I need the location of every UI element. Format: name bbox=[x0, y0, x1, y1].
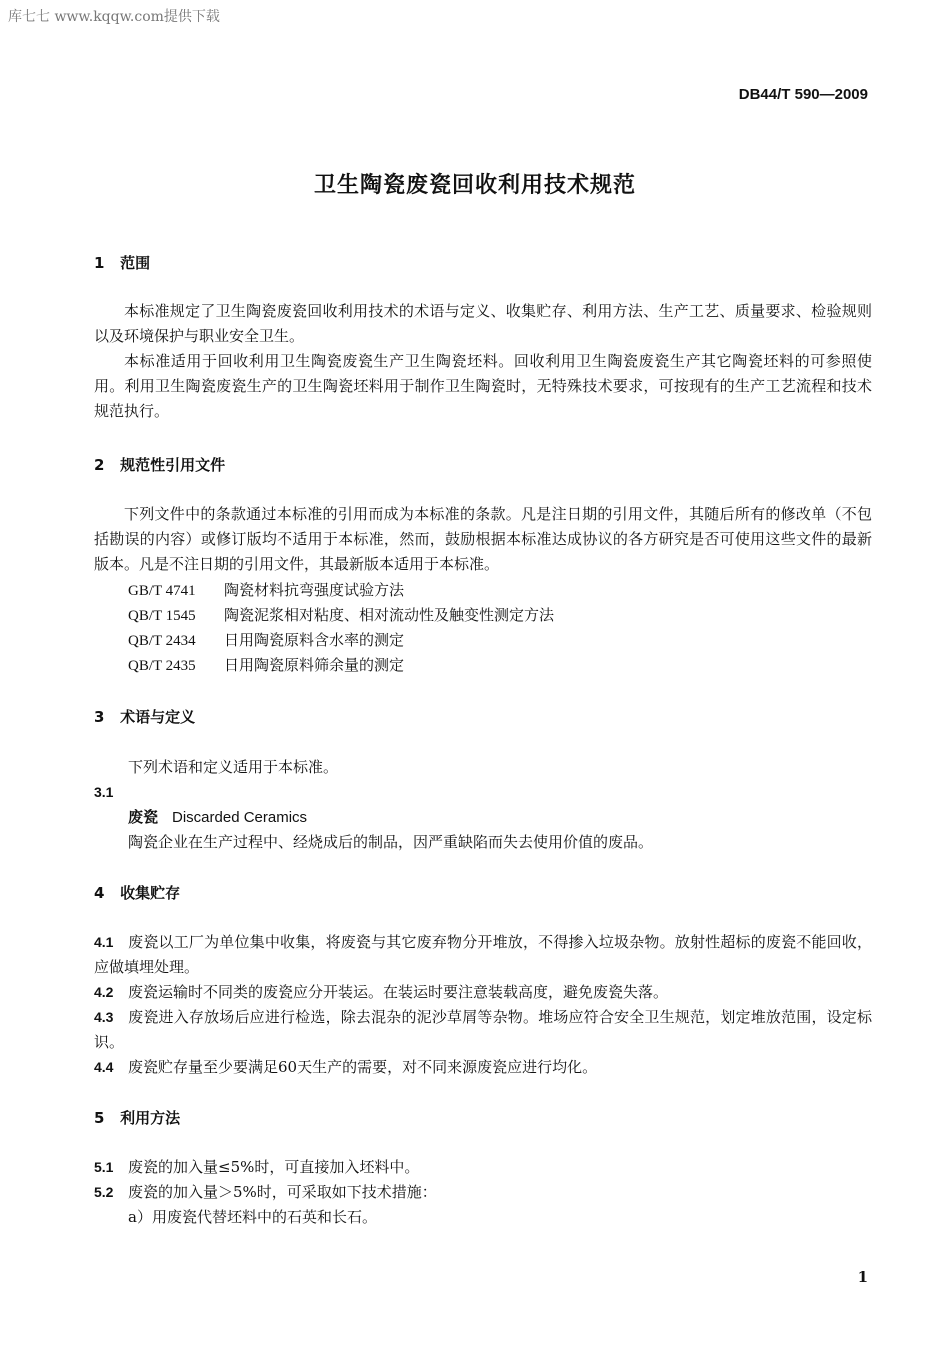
reference-code: QB/T 2435 bbox=[128, 658, 196, 674]
section-2-paragraph: 下列文件中的条款通过本标准的引用而成为本标准的条款。凡是注日期的引用文件，其随后所有的修改单（不包括勘误的内容）或修订版均不适用于本标准，然而，鼓励根据本标准达成协议的各方研究是否可使用这些文件的最新版本。凡是不注日期的引用文件，其最新版本适用于本标准。 bbox=[94, 505, 872, 573]
clause-text: 废瓷的加入量≤5%时，可直接加入坯料中。 bbox=[128, 1158, 420, 1176]
reference-title: 日用陶瓷原料筛余量的测定 bbox=[224, 656, 405, 674]
page-title: 卫生陶瓷废瓷回收利用技术规范 bbox=[313, 173, 636, 198]
reference-title: 陶瓷材料抗弯强度试验方法 bbox=[224, 581, 405, 599]
watermark: 库七七 www.kqqw.com提供下载 bbox=[8, 9, 220, 25]
clause-4-3 bbox=[94, 1005, 872, 1055]
term-number: 3.1 bbox=[94, 784, 114, 800]
section-1-heading bbox=[94, 252, 150, 273]
section-title: 规范性引用文件 bbox=[120, 456, 226, 474]
clause-text: 废瓷贮存量至少要满足60天生产的需要，对不同来源废瓷应进行均化。 bbox=[128, 1058, 598, 1076]
clause-number: 5.2 bbox=[94, 1184, 114, 1200]
clause-4-2 bbox=[94, 980, 872, 1005]
reference-title: 日用陶瓷原料含水率的测定 bbox=[224, 631, 405, 649]
clause-5-2 bbox=[94, 1180, 872, 1205]
section-title: 收集贮存 bbox=[120, 884, 181, 902]
clause-number: 4.3 bbox=[94, 1009, 114, 1025]
clause-5-1 bbox=[94, 1155, 872, 1180]
page-number: 1 bbox=[857, 1268, 868, 1286]
clause-text: 废瓷以工厂为单位集中收集，将废瓷与其它废弃物分开堆放，不得掺入垃圾杂物。放射性超标的废瓷不能回收，应做填埋处理。 bbox=[94, 933, 872, 976]
list-item-a: a）用废瓷代替坯料中的石英和长石。 bbox=[128, 1208, 377, 1226]
clause-number: 4.1 bbox=[94, 934, 114, 950]
reference-item bbox=[128, 653, 404, 679]
clause-text: 废瓷进入存放场后应进行检选，除去混杂的泥沙草屑等杂物。堆场应符合安全卫生规范，划定堆放范围，设定标识。 bbox=[94, 1008, 872, 1051]
section-5-heading bbox=[94, 1107, 180, 1128]
section-3-heading bbox=[94, 706, 195, 727]
reference-item bbox=[128, 578, 404, 604]
reference-item bbox=[128, 628, 404, 654]
section-title: 范围 bbox=[120, 254, 151, 272]
clause-4-4 bbox=[94, 1055, 872, 1080]
section-number: 2 bbox=[94, 456, 105, 474]
clause-text: 废瓷的加入量＞5%时，可采取如下技术措施： bbox=[128, 1183, 437, 1201]
section-number: 3 bbox=[94, 708, 105, 726]
term-english: Discarded Ceramics bbox=[172, 809, 308, 826]
section-number: 1 bbox=[94, 254, 105, 272]
term-entry bbox=[128, 805, 307, 830]
section-4-heading bbox=[94, 882, 180, 903]
reference-code: QB/T 1545 bbox=[128, 608, 196, 624]
section-number: 4 bbox=[94, 884, 105, 902]
clause-number: 5.1 bbox=[94, 1159, 114, 1175]
clause-number: 4.2 bbox=[94, 984, 114, 1000]
section-2-heading bbox=[94, 454, 225, 475]
section-3-paragraph: 下列术语和定义适用于本标准。 bbox=[128, 758, 339, 776]
clause-number: 4.4 bbox=[94, 1059, 114, 1075]
section-title: 术语与定义 bbox=[120, 708, 196, 726]
section-number: 5 bbox=[94, 1109, 105, 1127]
clause-4-1 bbox=[94, 930, 872, 980]
section-title: 利用方法 bbox=[120, 1109, 181, 1127]
reference-code: GB/T 4741 bbox=[128, 583, 196, 599]
section-1-paragraph-2: 本标准适用于回收利用卫生陶瓷废瓷生产卫生陶瓷坯料。回收利用卫生陶瓷废瓷生产其它陶瓷坯料的可参照使用。利用卫生陶瓷废瓷生产的卫生陶瓷坯料用于制作卫生陶瓷时，无特殊技术要求，可按现有的生产工艺流程和技术规范执行。 bbox=[94, 352, 872, 420]
term-definition: 陶瓷企业在生产过程中、经烧成后的制品，因严重缺陷而失去使用价值的废品。 bbox=[128, 833, 654, 851]
clause-text: 废瓷运输时不同类的废瓷应分开装运。在装运时要注意装载高度，避免废瓷失落。 bbox=[128, 983, 669, 1001]
reference-title: 陶瓷泥浆相对粘度、相对流动性及触变性测定方法 bbox=[224, 606, 555, 624]
reference-code: QB/T 2434 bbox=[128, 633, 196, 649]
term-chinese: 废瓷 bbox=[128, 808, 159, 826]
section-1-paragraph-1: 本标准规定了卫生陶瓷废瓷回收利用技术的术语与定义、收集贮存、利用方法、生产工艺、质量要求、检验规则以及环境保护与职业安全卫生。 bbox=[94, 302, 872, 345]
standard-number: DB44/T 590—2009 bbox=[738, 86, 868, 103]
reference-item bbox=[128, 603, 554, 629]
